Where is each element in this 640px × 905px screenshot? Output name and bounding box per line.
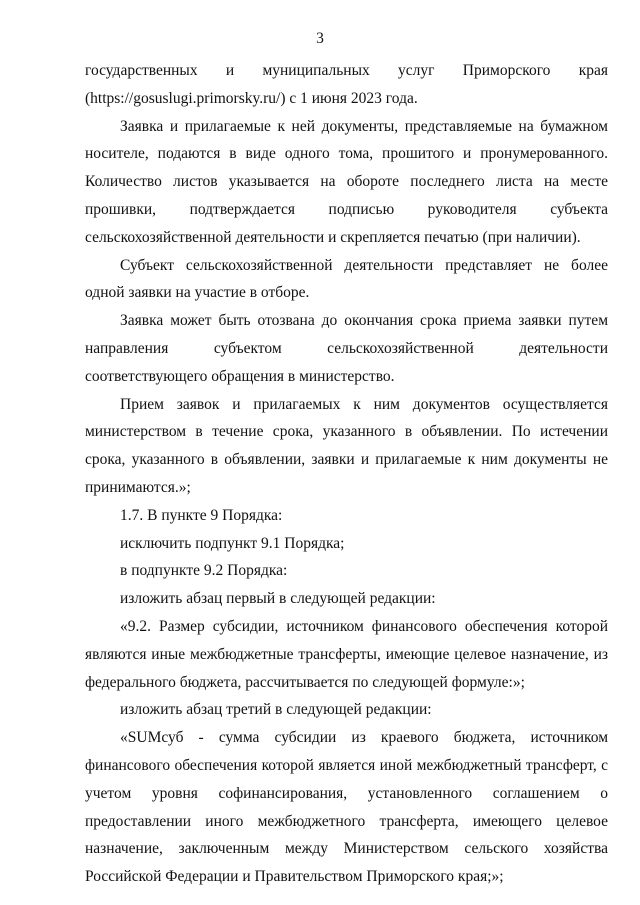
item-first-paragraph: изложить абзац первый в следующей редакции: xyxy=(120,590,436,608)
paragraph-portal-date: государственных и муниципальных услуг Приморского края (https://gosuslugi.primorsky.ru/) с 1 июня 2023 года. xyxy=(85,62,608,107)
document-body xyxy=(85,57,608,891)
paragraph-application-withdrawal: Заявка может быть отозвана до окончания срока приема заявки путем направления субъектом сельскохозяйственной деятельности соответствующего обращения в министерство. xyxy=(85,312,608,385)
paragraph-sumsub-definition: «SUMсуб - сумма субсидии из краевого бюджета, источником финансового обеспечения которой является иной межбюджетный трансферт, с учетом уровня софинансирования, установленного соглашением о предоставлении иного межбюджетного трансферта, имеющего целевое назначение, заключенным между Министерством сельского хозяйства Российской Федерации и Правительством Приморского края;»; xyxy=(85,729,608,886)
item-subpoint-9-2: в подпункте 9.2 Порядка: xyxy=(120,562,288,580)
item-1-7: 1.7. В пункте 9 Порядка: xyxy=(120,506,283,524)
paragraph-paper-documents: Заявка и прилагаемые к ней документы, представляемые на бумажном носителе, подаются в виде одного тома, прошитого и пронумерованного. Количество листов указывается на обороте последнего листа на месте прошивки, подтверждается подписью руководителя субъекта сельскохозяйственной деятельности и скрепляется печатью (при наличии). xyxy=(85,117,608,246)
item-third-paragraph: изложить абзац третий в следующей редакции: xyxy=(120,701,432,719)
item-exclude-9-1: исключить подпункт 9.1 Порядка; xyxy=(120,534,345,552)
page-number: 3 xyxy=(316,30,324,47)
paragraph-one-application: Субъект сельскохозяйственной деятельности представляет не более одной заявки на участие в отборе. xyxy=(85,256,608,302)
paragraph-subsidy-formula: «9.2. Размер субсидии, источником финансового обеспечения которой являются иные межбюджетные трансферты, имеющие целевое назначение, из федерального бюджета, рассчитывается по следующей формуле:»; xyxy=(85,617,608,691)
paragraph-application-acceptance: Прием заявок и прилагаемых к ним документов осуществляется министерством в течение срока, указанного в объявлении. По истечении срока, указанного в объявлении, заявки и прилагаемые к ним документы не принимаются.»; xyxy=(85,395,608,496)
